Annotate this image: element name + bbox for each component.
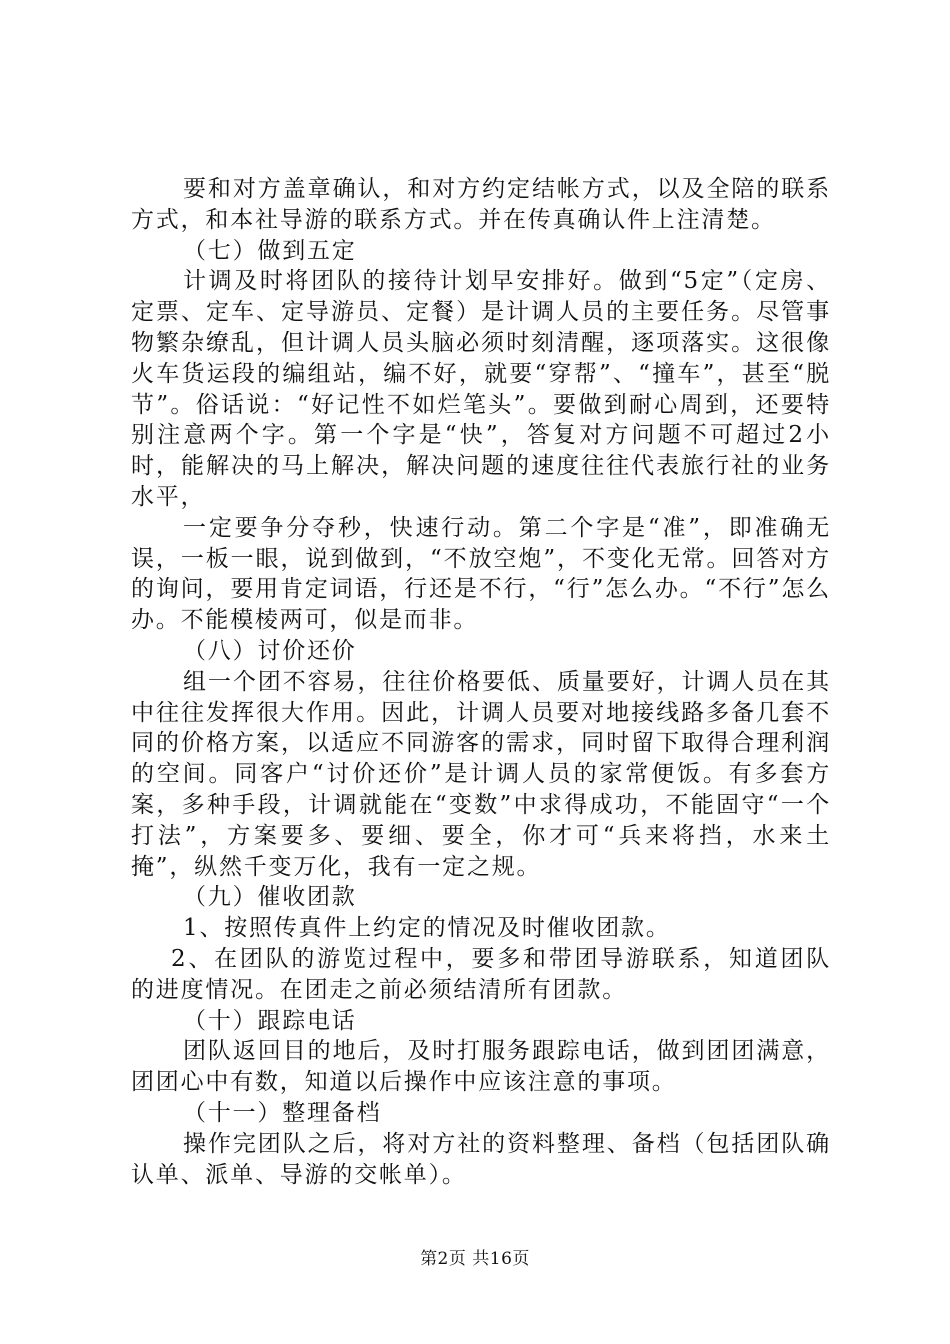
paragraph-five-fixes: 计调及时将团队的接待计划早安排好。做到“5定”（定房、定票、定车、定导游员、定餐）是计调人员的主要任务。尽管事物繁杂缭乱，但计调人员头脑必须时刻清醒，逐项落实。这很像火车货运段的编组站，编不好，就要“穿帮”、“撞车”，甚至“脱节”。俗话说：“好记性不如烂笔头”。要做到耐心周到，还要特别注意两个字。第一个字是“快”，答复对方问题不可超过2小时，能解决的马上解决，解决问题的速度往往代表旅行社的业务水平，: [131, 268, 831, 510]
paragraph-confirmation: 要和对方盖章确认，和对方约定结帐方式，以及全陪的联系方式，和本社导游的联系方式。并在传真确认件上注清楚。: [131, 176, 831, 233]
document-body: [131, 174, 831, 1190]
section-heading-7: （七）做到五定: [183, 237, 357, 264]
page-number-footer: 第2页 共16页: [420, 1249, 530, 1269]
section-heading-9: （九）催收团款: [183, 884, 357, 911]
paragraph-bargaining: 组一个团不容易，往往价格要低、质量要好，计调人员在其中往往发挥很大作用。因此，计调人员要对地接线路多备几套不同的价格方案，以适应不同游客的需求，同时留下取得合理利润的空间。同客户“讨价还价”是计调人员的家常便饭。有多套方案，多种手段，计调就能在“变数”中求得成功，不能固守“一个打法”，方案要多、要细、要全，你才可“兵来将挡，水来土掩”，纵然千变万化，我有一定之规。: [131, 668, 831, 880]
paragraph-collect-payment-1: 1、按照传真件上约定的情况及时催收团款。: [183, 915, 671, 942]
paragraph-collect-payment-2: 2、在团队的游览过程中，要多和带团导游联系，知道团队的进度情况。在团走之前必须结清所有团款。: [131, 945, 831, 1003]
paragraph-archive: 操作完团队之后，将对方社的资料整理、备档（包括团队确认单、派单、导游的交帐单）。: [131, 1130, 831, 1188]
section-heading-10: （十）跟踪电话: [183, 1007, 357, 1034]
section-heading-11: （十一）整理备档: [183, 1099, 382, 1126]
paragraph-speed-accuracy: 一定要争分夺秒，快速行动。第二个字是“准”，即准确无误，一板一眼，说到做到，“不放空炮”，不变化无常。回答对方的询问，要用肯定词语，行还是不行，“行”怎么办。“不行”怎么办。不能模棱两可，似是而非。: [131, 514, 831, 634]
paragraph-follow-up-call: 团队返回目的地后，及时打服务跟踪电话，做到团团满意，团团心中有数，知道以后操作中应该注意的事项。: [131, 1038, 831, 1096]
section-heading-8: （八）讨价还价: [183, 637, 357, 664]
